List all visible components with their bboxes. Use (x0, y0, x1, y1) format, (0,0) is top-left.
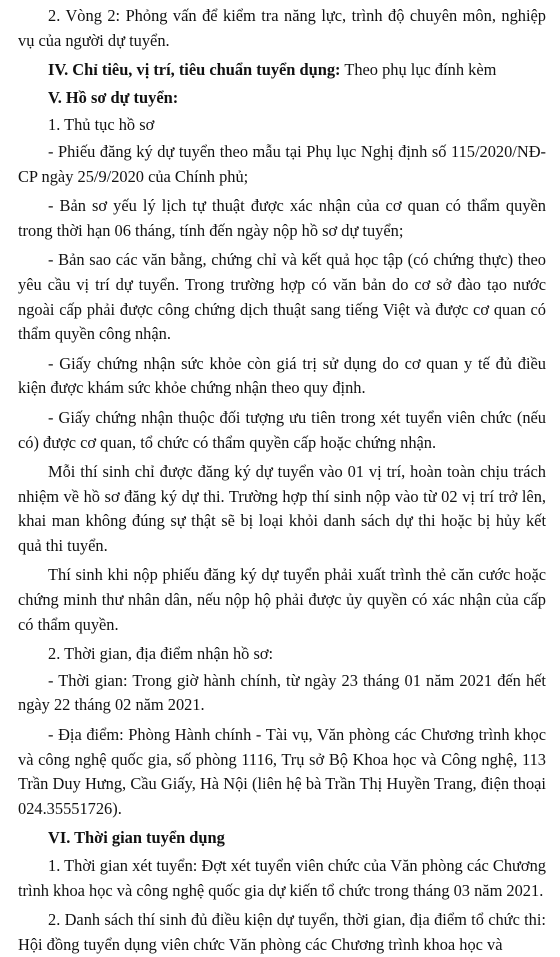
list-item-giay-suc-khoe: - Giấy chứng nhận sức khỏe còn giá trị sử dụng do cơ quan y tế đủ điều kiện được khám sức khỏe chứng nhận theo quy định. (18, 353, 546, 398)
list-item-doi-tuong-uu-tien: - Giấy chứng nhận thuộc đối tượng ưu tiên trong xét tuyển viên chức (nếu có) được cơ quan, tổ chức có thẩm quyền cấp hoặc chứng nhận. (18, 407, 546, 452)
list-item-so-yeu-ly-lich: - Bản sơ yếu lý lịch tự thuật được xác nhận của cơ quan có thẩm quyền trong thời hạn 06 tháng, tính đến ngày nộp hồ sơ dự tuyển; (18, 196, 546, 240)
section-iv-heading: IV. Chỉ tiêu, vị trí, tiêu chuẩn tuyển dụng: (48, 60, 341, 80)
paragraph-the-can-cuoc: Thí sinh khi nộp phiếu đăng ký dự tuyển phải xuất trình thẻ căn cước hoặc chứng minh thư nhân dân, nếu nộp hộ phải được ủy quyền có xác nhận của cấp có thẩm quyền. (18, 565, 546, 634)
paragraph-vong-2: 2. Vòng 2: Phỏng vấn để kiểm tra năng lực, trình độ chuyên môn, nghiệp vụ của người dự tuyển. (18, 6, 546, 50)
section-vi-heading: VI. Thời gian tuyển dụng (48, 828, 225, 848)
paragraph-moi-thi-sinh: Mỗi thí sinh chỉ được đăng ký dự tuyển vào 01 vị trí, hoàn toàn chịu trách nhiệm về hồ sơ đăng ký dự thi. Trường hợp thí sinh nộp vào từ 02 vị trí trở lên, khai man không đúng sự thật sẽ bị loại khỏi danh sách dự thi hoặc bị hủy kết quả thi tuyển. (18, 462, 546, 555)
paragraph-dia-diem: - Địa điểm: Phòng Hành chính - Tài vụ, Văn phòng các Chương trình khọc và công nghệ quốc gia, số phòng 1116, Trụ sở Bộ Khoa học và Công nghệ, 113 Trần Duy Hưng, Cầu Giấy, Hà Nội (liên hệ bà Trần Thị Huyền Trang, điện thoại 024.35551726). (18, 725, 546, 818)
subsection-2-title: 2. Thời gian, địa điểm nhận hồ sơ: (48, 644, 274, 664)
section-iv-heading-line (18, 58, 546, 83)
subsection-1-title: 1. Thủ tục hồ sơ (48, 115, 155, 135)
section-v-heading: V. Hồ sơ dự tuyển: (48, 87, 179, 107)
list-item-van-bang: - Bản sao các văn bằng, chứng chỉ và kết quả học tập (có chứng thực) theo yêu cầu vị trí dự tuyển. Trong trường hợp có văn bản do cơ sở đào tạo nước ngoài cấp phải được công chứng dịch thuật sang tiếng Việt và được cơ quan có thẩm quyền công nhận. (18, 250, 546, 344)
list-item-phieu-dang-ky: - Phiếu đăng ký dự tuyển theo mẫu tại Phụ lục Nghị định số 115/2020/NĐ-CP ngày 25/9/2020 của Chính phủ; (18, 141, 546, 186)
paragraph-vi-1: 1. Thời gian xét tuyển: Đợt xét tuyển viên chức của Văn phòng các Chương trình khoa học và công nghệ quốc gia dự kiến tổ chức trong tháng 03 năm 2021. (18, 856, 546, 900)
section-iv-text: Theo phụ lục đính kèm (340, 60, 497, 80)
paragraph-vi-2: 2. Danh sách thí sinh đủ điều kiện dự tuyển, thời gian, địa điểm tổ chức thi: Hội đồng tuyển dụng viên chức Văn phòng các Chương trình khoa học và (18, 910, 546, 954)
paragraph-thoi-gian: - Thời gian: Trong giờ hành chính, từ ngày 23 tháng 01 năm 2021 đến hết ngày 22 tháng 02 năm 2021. (18, 670, 546, 715)
